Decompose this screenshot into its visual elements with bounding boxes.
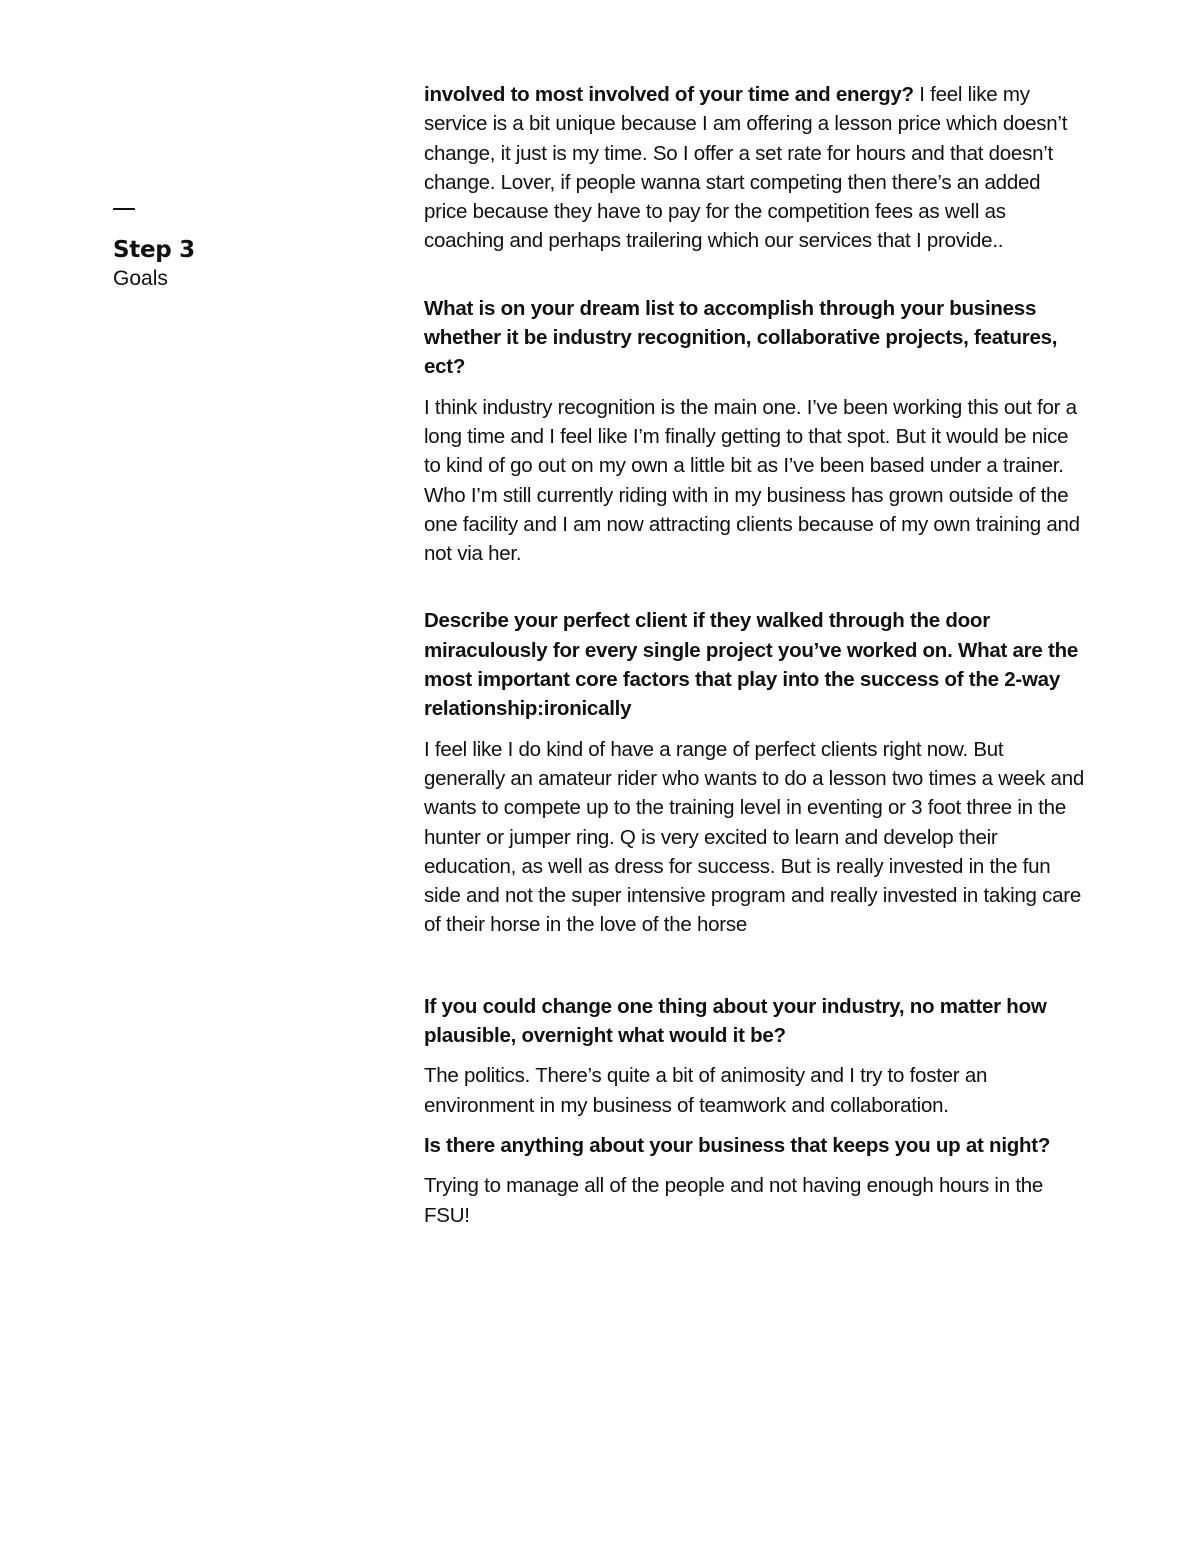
step-sidebar: [113, 208, 313, 294]
question-text: What is on your dream list to accomplish through your business whether it be industry recognition, collaborative projects, features, ect?: [424, 296, 1058, 379]
question-text: If you could change one thing about your industry, no matter how plausible, overnight what would it be?: [424, 994, 1047, 1048]
answer-text: Trying to manage all of the people and not having enough hours in the FSU!: [424, 1174, 1044, 1227]
questionnaire-content: [424, 80, 1086, 1230]
question-text: Is there anything about your business that keeps you up at night?: [424, 1133, 1051, 1157]
step-title: Step 3: [113, 237, 195, 263]
answer-text: I feel like my service is a bit unique because I am offering a lesson price which doesn’t change, it just is my time. So I offer a set rate for hours and that doesn’t change. Lover, if people wanna start competing then there’s an added price because they have to pay for the competition fees as well as coaching and perhaps trailering which our services that I provide..: [424, 83, 1068, 253]
continued-answer-paragraph: [424, 80, 1086, 256]
question-text: Describe your perfect client if they walked through the door miraculously for every single project you’ve worked on. What are the most important core factors that play into the success of the 2-way relationship:ironically: [424, 609, 1078, 721]
section-divider-dash: [113, 208, 135, 210]
answer-text: I think industry recognition is the main one. I’ve been working this out for a long time and I feel like I’m finally getting to that spot. But it would be nice to kind of go out on my own a little bit as I’ve been based under a trainer. Who I’m still currently riding with in my business has grown outside of the one facility and I am now attracting clients because of my own training and not via her.: [424, 395, 1080, 566]
step-section-name: Goals: [113, 267, 168, 290]
question-text: involved to most involved of your time and energy?: [424, 83, 914, 106]
answer-text: The politics. There’s quite a bit of animosity and I try to foster an environment in my business of teamwork and collaboration.: [424, 1064, 988, 1117]
answer-text: I feel like I do kind of have a range of perfect clients right now. But generally an amateur rider who wants to do a lesson two times a week and wants to compete up to the training level in eventing or 3 foot three in the hunter or jumper ring. Q is very excited to learn and develop their education, as well as dress for success. But is really invested in the fun side and not the super intensive program and really invested in taking care of their horse in the love of the horse: [424, 737, 1085, 937]
